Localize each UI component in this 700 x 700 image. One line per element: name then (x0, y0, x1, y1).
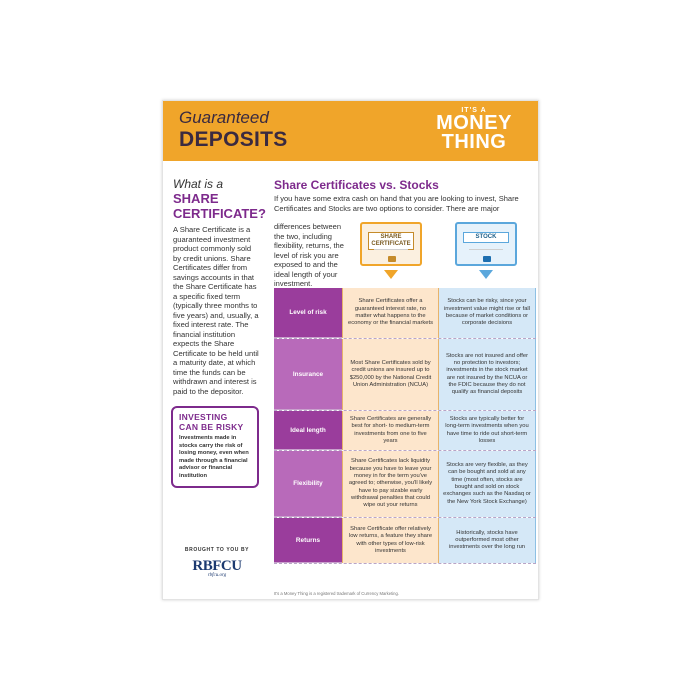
intro-text-continued: differences between the two, including flexibility, returns, the level of risk you are exposed to and the ideal length of your investment. (274, 222, 344, 288)
row-label: Insurance (274, 339, 342, 410)
arrow-down-icon (479, 270, 493, 279)
risk-title-line1: INVESTING (179, 412, 228, 422)
trademark-footnote: It's a Money Thing is a registered trademark of Currency Marketing. (274, 591, 400, 596)
seal-icon (483, 256, 491, 262)
brand-logo (420, 107, 528, 152)
table-row (274, 411, 536, 451)
row-label: Level of risk (274, 288, 342, 338)
certificate-line (469, 249, 503, 250)
row-label: Returns (274, 518, 342, 563)
share-cell: Share Certificates are generally best for short- to medium-term investments from one to five years (342, 411, 439, 450)
table-row (274, 451, 536, 518)
row-label: Flexibility (274, 451, 342, 517)
stock-cell: Stocks are typically better for long-term investments when you have time to ride out short-term losses (439, 411, 536, 450)
brought-to-you-by: BROUGHT TO YOU BY (184, 547, 250, 553)
banner-title-line1: Guaranteed (179, 108, 269, 127)
share-cell: Share Certificates lack liquidity because you have to leave your money in for the term you've agreed to; otherwise, you'll likely have to pay sizable early withdrawal penalties that could wipe out your returns (342, 451, 439, 517)
row-label: Ideal length (274, 411, 342, 450)
stock-cell: Stocks can be risky, since your investment value might rise or fall because of market conditions or corporate decisions (439, 288, 536, 338)
table-row (274, 518, 536, 564)
header-banner (163, 101, 538, 161)
stock-certificate-illustration (455, 222, 517, 266)
flyer-page (162, 100, 539, 600)
stock-cell: Stocks are not insured and offer no protection to investors; investments in the stock market are not insured by the NCUA or the FDIC because they do not qualify as financial deposits (439, 339, 536, 410)
table-row (274, 288, 536, 339)
share-cell: Most Share Certificates sold by credit unions are insured up to $250,000 by the National Credit Union Administration (NCUA) (342, 339, 439, 410)
share-certificate-label: SHARE CERTIFICATE (368, 232, 414, 250)
sidebar (173, 177, 266, 396)
stock-cell: Historically, stocks have outperformed most other investments over the long run (439, 518, 536, 563)
sponsor-logo (173, 558, 261, 578)
banner-title-line2: DEPOSITS (179, 128, 288, 151)
sidebar-question-line3: CERTIFICATE? (173, 206, 266, 221)
sponsor-name: RBFCU (192, 558, 242, 574)
sidebar-question-line2: SHARE (173, 191, 219, 206)
main-title: Share Certificates vs. Stocks (274, 178, 439, 192)
brand-logo-line1: MONEY (436, 112, 512, 134)
risk-title-line2: CAN BE RISKY (179, 422, 244, 432)
share-cell: Share Certificates offer a guaranteed interest rate, no matter what happens to the economy or the financial markets (342, 288, 439, 338)
share-certificate-illustration (360, 222, 422, 266)
stock-cell: Stocks are very flexible, as they can be bought and sold at any time (most often, stocks are bought and sold on stock exchanges such as the Nasdaq or the New York Stock Exchange) (439, 451, 536, 517)
intro-text: If you have some extra cash on hand that you are looking to invest, Share Certificates and Stocks are two options to consider. There are major (274, 194, 519, 213)
certificate-line (374, 249, 408, 250)
brand-logo-line2: THING (441, 131, 507, 153)
sidebar-body: A Share Certificate is a guaranteed investment product commonly sold by credit unions. Share Certificates differ from savings accounts in that the Share Certificate has a specific fixed term (typically three months to five years) and, usually, a fixed interest rate. The financial institution expects the Share Certificate to be held until a maturity date, at which time the funds can be withdrawn and interest is paid to the depositor. (173, 225, 259, 396)
comparison-table (274, 288, 536, 564)
risk-text: Investments made in stocks carry the risk of losing money, even when made through a financial advisor or financial institution (179, 435, 249, 479)
arrow-down-icon (384, 270, 398, 279)
risk-callout (171, 406, 259, 488)
table-row (274, 339, 536, 411)
sponsor-url: rbfcu.org (207, 573, 227, 578)
share-cell: Share Certificate offer relatively low returns, a feature they share with other types of low-risk investments (342, 518, 439, 563)
brand-logo-top: IT'S A (461, 107, 487, 114)
seal-icon (388, 256, 396, 262)
sidebar-question-line1: What is a (173, 177, 224, 191)
stock-certificate-label: STOCK (463, 232, 509, 243)
